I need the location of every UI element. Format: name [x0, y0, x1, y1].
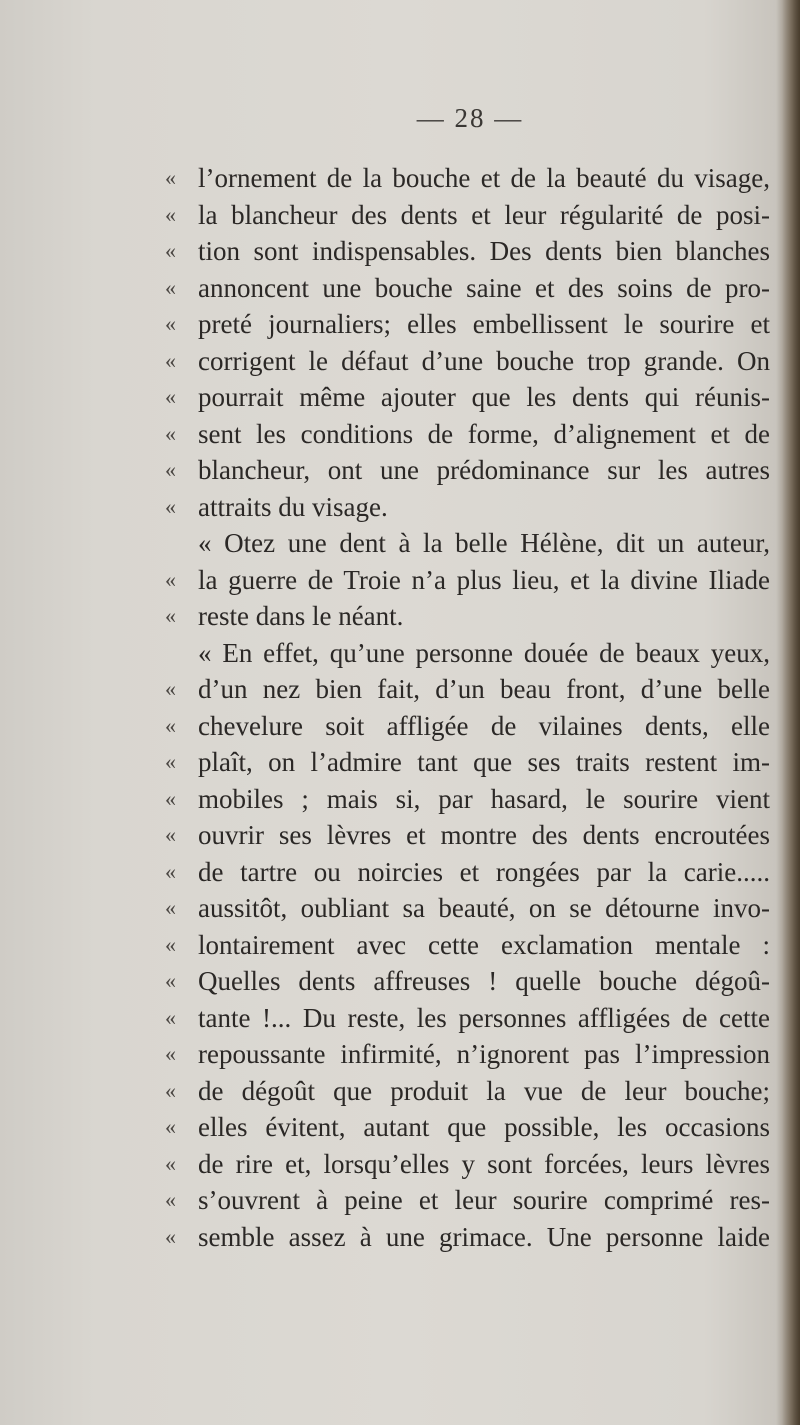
guillemet-mark: «: [165, 785, 176, 811]
line-text: ouvrir ses lèvres et montre des dents encroutées: [198, 820, 770, 850]
guillemet-mark: «: [165, 676, 176, 701]
line-text: tion sont indispensables. Des dents bien blanches: [198, 236, 770, 266]
line-text: de tartre ou noircies et rongées par la carie.....: [198, 856, 770, 887]
guillemet-mark: «: [165, 931, 176, 957]
text-line: [165, 1036, 770, 1073]
guillemet-mark: «: [165, 420, 176, 446]
text-line: [165, 1182, 770, 1219]
line-text: lontairement avec cette exclamation mentale :: [198, 929, 770, 960]
guillemet-mark: «: [165, 1223, 176, 1249]
guillemet-mark: «: [165, 347, 176, 373]
line-text: d’un nez bien fait, d’un beau front, d’une belle: [198, 674, 770, 704]
text-line: [165, 1219, 770, 1256]
line-text: tante !... Du reste, les personnes affligées de cette: [198, 1002, 770, 1033]
text-line: [165, 270, 770, 307]
guillemet-mark: «: [165, 1004, 176, 1030]
guillemet-mark: «: [165, 749, 176, 774]
text-line: [165, 1109, 770, 1146]
guillemet-mark: «: [165, 493, 176, 519]
text-line: [165, 744, 770, 781]
guillemet-mark: «: [165, 895, 176, 920]
text-line: [165, 160, 770, 197]
text-line: [165, 963, 770, 1000]
line-text: reste dans le néant.: [198, 601, 404, 631]
text-line: [165, 598, 770, 635]
guillemet-mark: «: [165, 858, 176, 884]
line-text: s’ouvrent à peine et leur sourire comprimé res-: [198, 1185, 770, 1215]
line-text: l’ornement de la bouche et de la beauté du visage,: [198, 163, 770, 193]
line-text: de rire et, lorsqu’elles y sont forcées, leurs lèvres: [198, 1148, 770, 1179]
line-text: sent les conditions de forme, d’alignement et de: [198, 418, 770, 449]
line-text: semble assez à une grimace. Une personne laide: [198, 1221, 770, 1252]
line-text: blancheur, ont une prédominance sur les autres: [198, 455, 770, 485]
line-text: repoussante infirmité, n’ignorent pas l’impression: [198, 1039, 770, 1069]
guillemet-mark: «: [165, 165, 176, 190]
text-line: [165, 708, 770, 745]
body-text: [165, 160, 770, 1255]
guillemet-mark: «: [165, 311, 176, 336]
text-line: [165, 489, 770, 526]
line-text: « Otez une dent à la belle Hélène, dit un auteur,: [198, 528, 770, 558]
page-edge-shadow: [782, 0, 800, 1425]
line-text: plaît, on l’admire tant que ses traits restent im-: [198, 747, 770, 777]
text-line: [165, 525, 770, 562]
guillemet-mark: «: [165, 457, 176, 482]
guillemet-mark: «: [165, 1150, 176, 1176]
text-line: [165, 817, 770, 854]
line-text: attraits du visage.: [198, 491, 388, 522]
text-line: [165, 197, 770, 234]
text-line: [165, 927, 770, 964]
line-text: la guerre de Troie n’a plus lieu, et la divine Iliade: [198, 564, 770, 595]
guillemet-mark: «: [165, 712, 176, 738]
text-line: [165, 854, 770, 891]
line-text: mobiles ; mais si, par hasard, le sourire vient: [198, 783, 770, 814]
guillemet-mark: «: [165, 566, 176, 592]
text-line: [165, 781, 770, 818]
guillemet-mark: «: [165, 1077, 176, 1103]
guillemet-mark: «: [165, 1041, 176, 1066]
guillemet-mark: «: [165, 822, 176, 847]
text-line: [165, 562, 770, 599]
text-line: [165, 306, 770, 343]
line-text: annoncent une bouche saine et des soins de pro-: [198, 272, 770, 303]
line-text: aussitôt, oubliant sa beauté, on se détourne invo-: [198, 893, 770, 923]
page-number: — 28 —: [416, 103, 524, 133]
text-line: [165, 452, 770, 489]
guillemet-mark: «: [165, 384, 176, 409]
line-text: de dégoût que produit la vue de leur bouche;: [198, 1075, 770, 1106]
guillemet-mark: «: [165, 1114, 176, 1139]
text-line: [165, 890, 770, 927]
line-text: chevelure soit affligée de vilaines dents, elle: [198, 710, 770, 741]
line-text: « En effet, qu’une personne douée de beaux yeux,: [198, 637, 770, 668]
text-line: [165, 1000, 770, 1037]
guillemet-mark: «: [165, 274, 176, 300]
line-text: corrigent le défaut d’une bouche trop grande. On: [198, 345, 770, 376]
text-line: [165, 233, 770, 270]
line-text: la blancheur des dents et leur régularité de posi-: [198, 199, 770, 230]
guillemet-mark: «: [165, 603, 176, 628]
text-line: [165, 1073, 770, 1110]
text-line: [165, 343, 770, 380]
guillemet-mark: «: [165, 968, 176, 993]
guillemet-mark: «: [165, 201, 176, 227]
line-text: Quelles dents affreuses ! quelle bouche dégoû-: [198, 966, 770, 996]
text-line: [165, 635, 770, 672]
line-text: preté journaliers; elles embellissent le sourire et: [198, 309, 770, 339]
guillemet-mark: «: [165, 1187, 176, 1212]
text-line: [165, 671, 770, 708]
text-line: [165, 416, 770, 453]
line-text: pourrait même ajouter que les dents qui réunis-: [198, 382, 770, 412]
line-text: elles évitent, autant que possible, les occasions: [198, 1112, 770, 1142]
guillemet-mark: «: [165, 238, 176, 263]
text-line: [165, 1146, 770, 1183]
text-line: [165, 379, 770, 416]
